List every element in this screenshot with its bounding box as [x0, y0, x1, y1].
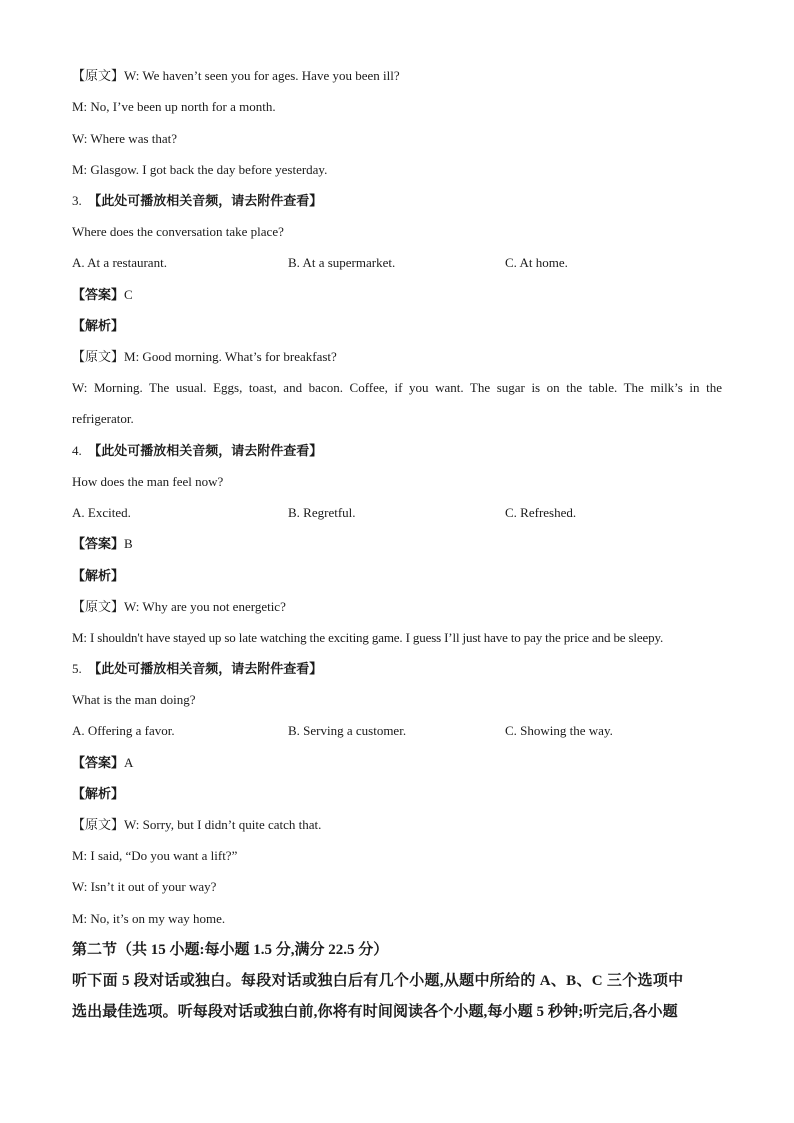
q3-analysis-label: 【解析】 — [72, 318, 125, 333]
q5-script-line-1: 【原文】W: Sorry, but I didn’t quite catch that. — [72, 817, 322, 832]
script-label: 【原文】 — [72, 817, 125, 832]
q5-option-b: B. Serving a customer. — [288, 723, 407, 738]
q5-script-line-3: W: Isn’t it out of your way? — [72, 879, 217, 894]
q2-script-line-4: M: Glasgow. I got back the day before yesterday. — [72, 162, 328, 177]
q2-script-line-3: W: Where was that? — [72, 131, 178, 146]
q4-script-line-1: 【原文】W: Why are you not energetic? — [72, 599, 286, 614]
q5-answer — [72, 754, 133, 772]
q4-script-line-2: M: I shouldn't have stayed up so late watching the exciting game. I guess I’ll just have to pay the price and be sleepy. — [72, 630, 664, 645]
q4-option-c: C. Refreshed. — [505, 505, 577, 520]
section-title: 第二节（共 15 小题:每小题 1.5 分,满分 22.5 分） — [72, 942, 389, 958]
q4-answer — [72, 535, 133, 553]
answer-value: C — [124, 287, 133, 302]
script-label: 【原文】 — [72, 349, 125, 364]
q3-header — [72, 192, 322, 210]
q5-question: What is the man doing? — [72, 692, 196, 707]
q3-answer — [72, 286, 133, 304]
section-instructions-line-2: 选出最佳选项。听每段对话或独白前,你将有时间阅读各个小题,每小题 5 秒钟;听完后,各小题 — [72, 1004, 678, 1020]
q4-option-b: B. Regretful. — [288, 505, 356, 520]
q3-option-c: C. At home. — [505, 255, 568, 270]
audio-note: 【此处可播放相关音频，请去附件查看】 — [88, 661, 323, 676]
q4-analysis-label: 【解析】 — [72, 568, 125, 583]
q5-option-a: A. Offering a favor. — [72, 723, 175, 738]
audio-note: 【此处可播放相关音频，请去附件查看】 — [88, 443, 323, 458]
audio-note: 【此处可播放相关音频，请去附件查看】 — [88, 193, 323, 208]
script-label: 【原文】 — [72, 68, 125, 83]
q3-question: Where does the conversation take place? — [72, 224, 284, 239]
answer-value: A — [124, 755, 134, 770]
q3-option-a: A. At a restaurant. — [72, 255, 167, 270]
q4-question: How does the man feel now? — [72, 474, 224, 489]
section-instructions-line-1: 听下面 5 段对话或独白。每段对话或独白后有几个小题,从题中所给的 A、B、C 三个选项中 — [72, 973, 684, 989]
q2-script-line-1: 【原文】W: We haven’t seen you for ages. Have you been ill? — [72, 68, 400, 83]
q5-script-line-4: M: No, it’s on my way home. — [72, 911, 226, 926]
answer-label: 【答案】 — [72, 536, 125, 551]
answer-label: 【答案】 — [72, 287, 125, 302]
q3-script-line-3: refrigerator. — [72, 411, 134, 426]
q4-header — [72, 442, 322, 460]
q5-script-line-2: M: I said, “Do you want a lift?” — [72, 848, 238, 863]
q3-option-b: B. At a supermarket. — [288, 255, 396, 270]
q5-option-c: C. Showing the way. — [505, 723, 613, 738]
answer-label: 【答案】 — [72, 755, 125, 770]
q4-option-a: A. Excited. — [72, 505, 131, 520]
q3-script-line-2: W: Morning. The usual. Eggs, toast, and bacon. Coffee, if you want. The sugar is on the table. The milk’s in the — [72, 380, 722, 395]
script-label: 【原文】 — [72, 599, 125, 614]
q5-header — [72, 660, 322, 678]
q3-script-line-1: 【原文】M: Good morning. What’s for breakfast? — [72, 349, 337, 364]
question-number: 3. — [72, 193, 82, 208]
q5-analysis-label: 【解析】 — [72, 786, 125, 801]
q2-script-line-2: M: No, I’ve been up north for a month. — [72, 99, 276, 114]
answer-value: B — [124, 536, 133, 551]
question-number: 4. — [72, 443, 82, 458]
question-number: 5. — [72, 661, 82, 676]
